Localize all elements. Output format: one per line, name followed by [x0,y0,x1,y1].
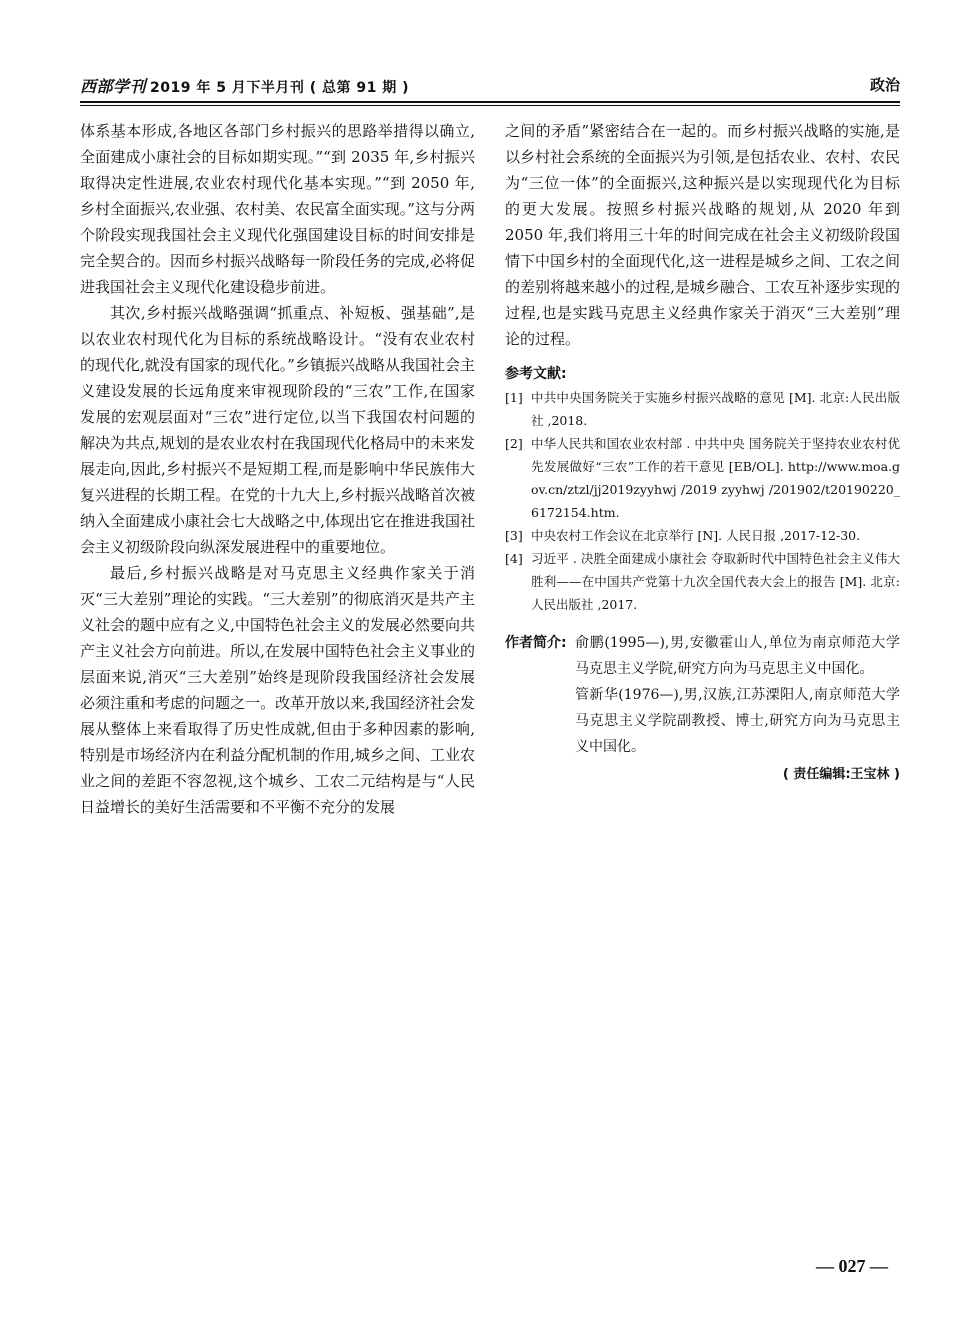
reference-item [505,432,900,524]
author-bio: 管新华(1976—),男,汉族,江苏溧阳人,南京师范大学马克思主义学院副教授、博士,研究方向为马克思主义中国化。 [575,687,900,755]
header-rule-thin [80,105,900,106]
right-column [505,118,900,788]
reference-text: 习近平 . 决胜全面建成小康社会 夺取新时代中国特色社会主义伟大胜利——在中国共产党第十九次全国代表大会上的报告 [M]. 北京:人民出版社 ,2017. [531,551,900,612]
page-number: — 027 — [816,1256,888,1276]
left-column [80,118,475,820]
reference-number: [1] [505,390,523,405]
journal-logo: 西部学刊 [80,77,147,96]
reference-item [505,524,900,547]
paragraph: 其次,乡村振兴战略强调“抓重点、补短板、强基础”,是以农业农村现代化为目标的系统战略设计。“没有农业农村的现代化,就没有国家的现代化。”乡镇振兴战略从我国社会主义建设发展的长远角度来审视现阶段的“三农”工作,在国家发展的宏观层面对“三农”进行定位,以当下我国农村问题的解决为共点,规划的是农业农村在我国现代化格局中的未来发展走向,因此,乡村振兴不是短期工程,而是影响中华民族伟大复兴进程的长期工程。在党的十九大上,乡村振兴战略首次被纳入全面建成小康社会七大战略之中,体现出它在推进我国社会主义初级阶段向纵深发展进程中的重要地位。 [80,304,475,556]
responsible-editor: ( 责任编辑:王宝林 ) [782,767,900,782]
reference-number: [4] [505,551,523,566]
journal-issue: 2019 年 5 月下半月刊 ( 总第 91 期 ) [150,80,409,96]
paragraph: 最后,乡村振兴战略是对马克思主义经典作家关于消灭“三大差别”理论的实践。“三大差别”的彻底消灭是共产主义社会的题中应有之义,中国特色社会主义的发展必然要向共产主义社会方向前进。所以,在发展中国特色社会主义事业的层面来说,消灭“三大差别”始终是现阶段我国经济社会发展必须注重和考虑的问题之一。改革开放以来,我国经济社会发展从整体上来看取得了历史性成就,但由于多种因素的影响,特别是市场经济内在利益分配机制的作用,城乡之间、工业农业之间的差距不容忽视,这个城乡、工农二元结构是与“人民日益增长的美好生活需要和不平衡不充分的发展 [80,564,475,816]
reference-text: 中华人民共和国农业农村部 . 中共中央 国务院关于坚持农业农村优先发展做好“三农”工作的若干意见 [EB/OL]. http://www.moa.gov.cn/ztzl/jj2019zyyhwj /2019 zyyhwj /201902/t20190220_6172154.htm. [531,436,900,520]
paragraph: 体系基本形成,各地区各部门乡村振兴的思路举措得以确立,全面建成小康社会的目标如期实现。”“到 2035 年,乡村振兴取得决定性进展,农业农村现代化基本实现。”“到 2050 年,乡村全面振兴,农业强、农村美、农民富全面实现。”这与分两个阶段实现我国社会主义现代化强国建设目标的时间安排是完全契合的。因而乡村振兴战略每一阶段任务的完成,必将促进我国社会主义现代化建设稳步前进。 [80,122,475,296]
reference-text: 中央农村工作会议在北京举行 [N]. 人民日报 ,2017-12-30. [531,528,861,543]
paragraph: 之间的矛盾”紧密结合在一起的。而乡村振兴战略的实施,是以乡村社会系统的全面振兴为引领,是包括农业、农村、农民为“三位一体”的全面振兴,这种振兴是以实现现代化为目标的更大发展。按照乡村振兴战略的规划,从 2020 年到 2050 年,我们将用三十年的时间完成在社会主义初级阶段国情下中国乡村的全面现代化,这一进程是城乡之间、工农之间的差别将越来越小的过程,是城乡融合、工农互补逐步实现的过程,也是实践马克思主义经典作家关于消灭“三大差别”理论的过程。 [505,122,900,348]
reference-text: 中共中央国务院关于实施乡村振兴战略的意见 [M]. 北京:人民出版社 ,2018. [531,390,900,428]
author-info [505,630,900,760]
page-header [80,74,900,100]
author-body [575,630,900,760]
references-heading: 参考文献: [505,366,567,382]
author-label: 作者简介: [505,635,567,651]
author-bio: 俞鹏(1995—),男,安徽霍山人,单位为南京师范大学马克思主义学院,研究方向为马克思主义中国化。 [575,635,900,677]
journal-title [80,74,409,97]
references-list [505,386,900,616]
reference-item [505,547,900,616]
header-rule [80,101,900,103]
reference-item [505,386,900,432]
section-label: 政治 [869,76,900,94]
reference-number: [2] [505,436,523,451]
reference-number: [3] [505,528,523,543]
